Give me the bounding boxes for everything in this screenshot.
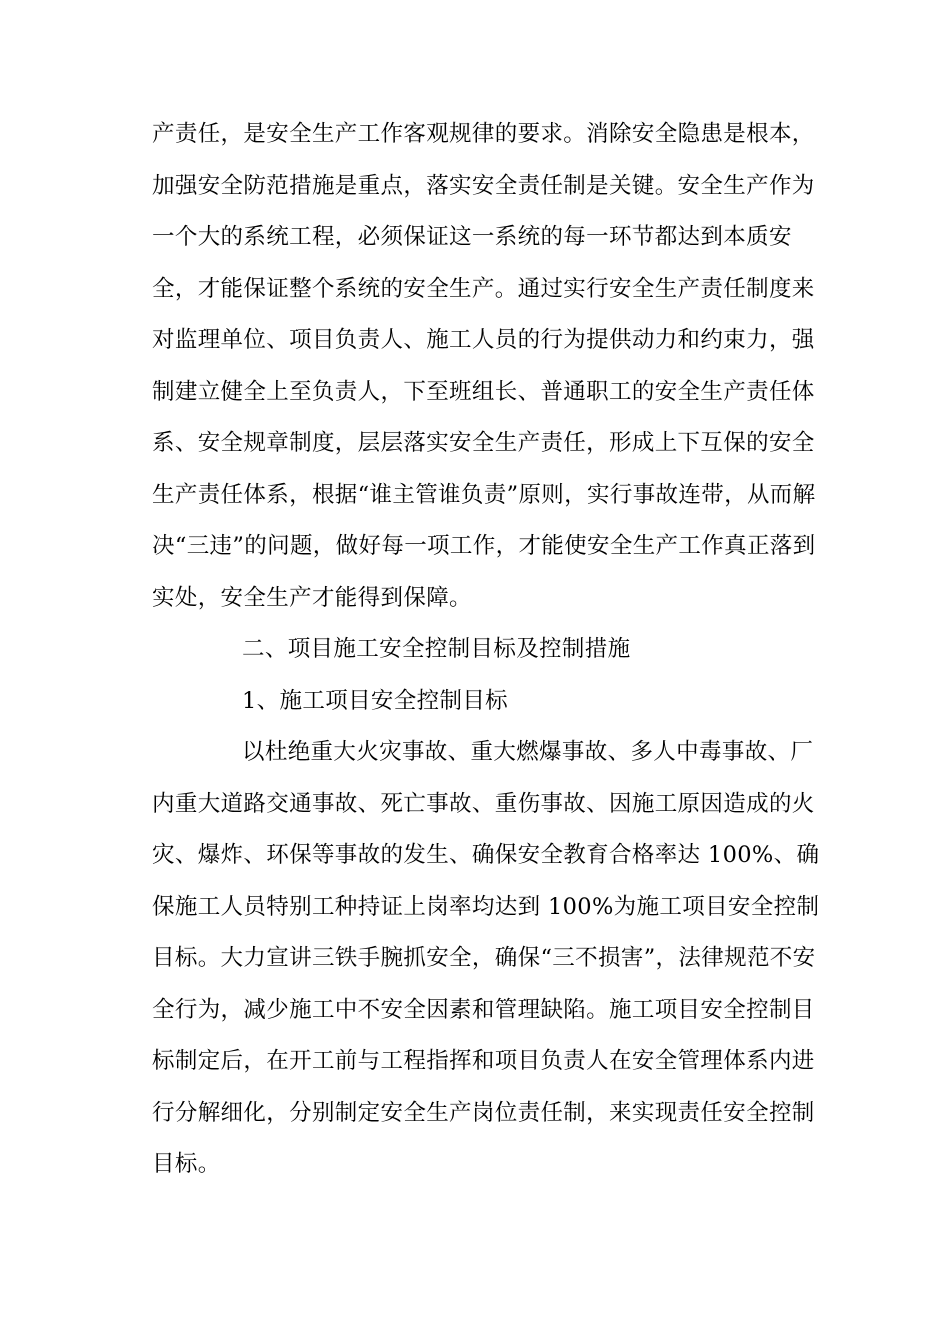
text-line: 灾、爆炸、环保等事故的发生、确保安全教育合格率达 100%、确	[152, 842, 820, 868]
text-line: 对监理单位、项目负责人、施工人员的行为提供动力和约束力，强	[152, 327, 815, 353]
text-line: 实处，安全生产才能得到保障。	[152, 584, 472, 611]
text-line: 全，才能保证整个系统的安全生产。通过实行安全生产责任制度来	[152, 275, 815, 302]
document-body	[152, 109, 820, 1191]
paragraph-safety-targets	[152, 727, 820, 1191]
text-line: 决“三违”的问题，做好每一项工作，才能使安全生产工作真正落到	[152, 533, 816, 559]
text-line: 系、安全规章制度，层层落实安全生产责任，形成上下互保的安全	[152, 430, 815, 456]
text-line: 目标。大力宣讲三铁手腕抓安全，确保“三不损害”，法律规范不安	[152, 945, 816, 971]
text-line: 行分解细化，分别制定安全生产岗位责任制，来实现责任安全控制	[152, 1099, 815, 1126]
text-line: 标制定后，在开工前与工程指挥和项目负责人在安全管理体系内进	[152, 1048, 815, 1074]
text-line: 产责任，是安全生产工作客观规律的要求。消除安全隐患是根本，	[152, 121, 815, 147]
text-line: 生产责任体系，根据“谁主管谁负责”原则，实行事故连带，从而解	[152, 481, 816, 508]
section-heading-2: 二、项目施工安全控制目标及控制措施	[242, 636, 631, 662]
text-line: 制建立健全上至负责人，下至班组长、普通职工的安全生产责任体	[152, 378, 815, 405]
subsection-heading-2-1: 1、施工项目安全控制目标	[242, 687, 509, 714]
text-line: 加强安全防范措施是重点，落实安全责任制是关键。安全生产作为	[152, 172, 815, 199]
text-line: 保施工人员特别工种持证上岗率均达到 100%为施工项目安全控制	[152, 893, 820, 920]
paragraph-responsibility	[152, 109, 816, 624]
text-line: 内重大道路交通事故、死亡事故、重伤事故、因施工原因造成的火	[152, 790, 815, 817]
text-line: 目标。	[152, 1151, 221, 1177]
text-line: 以杜绝重大火灾事故、重大燃爆事故、多人中毒事故、厂	[242, 739, 814, 765]
text-line: 全行为，减少施工中不安全因素和管理缺陷。施工项目安全控制目	[152, 996, 815, 1023]
text-line: 一个大的系统工程，必须保证这一系统的每一环节都达到本质安	[152, 224, 792, 250]
